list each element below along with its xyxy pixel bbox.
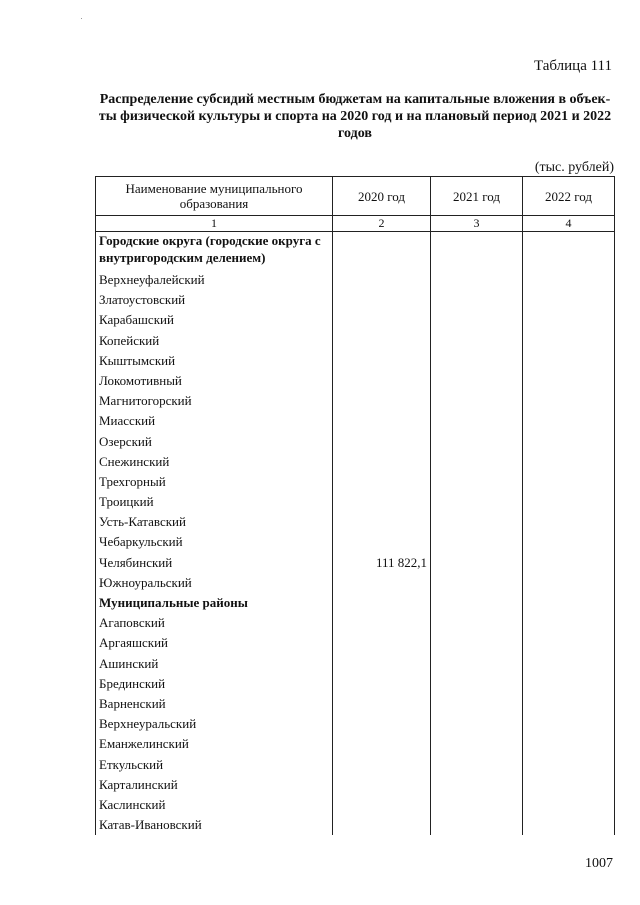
value-2020-cell: [333, 654, 431, 674]
value-2021-cell: [431, 432, 523, 452]
section-row: [96, 232, 615, 271]
table-header-row: [96, 177, 615, 216]
table-row: [96, 512, 615, 532]
table-row: [96, 331, 615, 351]
value-2021-cell: [431, 351, 523, 371]
value-2021-cell: [431, 532, 523, 552]
column-number: 2: [333, 216, 431, 232]
value-2021-cell: [431, 593, 523, 613]
value-2020-cell: 111 822,1: [333, 553, 431, 573]
value-2022-cell: [523, 331, 615, 351]
municipality-name-cell: Южноуральский: [96, 573, 333, 593]
value-2021-cell: [431, 391, 523, 411]
table-row: [96, 573, 615, 593]
municipality-name-cell: Аргаяшский: [96, 633, 333, 653]
value-2021-cell: [431, 553, 523, 573]
value-2020-cell: [333, 714, 431, 734]
subsidy-table: [95, 176, 615, 835]
value-2020-cell: [333, 351, 431, 371]
table-row: [96, 310, 615, 330]
municipality-name-cell: Ашинский: [96, 654, 333, 674]
value-2020-cell: [333, 573, 431, 593]
municipality-name-cell: Городские округа (городские округа с внутригородским делением): [96, 232, 333, 271]
value-2021-cell: [431, 331, 523, 351]
table-row: [96, 755, 615, 775]
value-2022-cell: [523, 815, 615, 835]
municipality-name-cell: Кыштымский: [96, 351, 333, 371]
table-row: [96, 694, 615, 714]
value-2022-cell: [523, 654, 615, 674]
value-2022-cell: [523, 734, 615, 754]
municipality-name-cell: Трехгорный: [96, 472, 333, 492]
table-row: [96, 411, 615, 431]
municipality-name-cell: Агаповский: [96, 613, 333, 633]
value-2022-cell: [523, 775, 615, 795]
table-row: [96, 432, 615, 452]
column-number: 3: [431, 216, 523, 232]
table-row: [96, 351, 615, 371]
value-2021-cell: [431, 371, 523, 391]
value-2022-cell: [523, 512, 615, 532]
value-2020-cell: [333, 633, 431, 653]
value-2021-cell: [431, 815, 523, 835]
value-2021-cell: [431, 310, 523, 330]
table-row: [96, 452, 615, 472]
page-number: 1007: [585, 856, 613, 871]
value-2020-cell: [333, 815, 431, 835]
value-2020-cell: [333, 795, 431, 815]
units-label: (тыс. рублей): [534, 160, 614, 175]
value-2021-cell: [431, 795, 523, 815]
municipality-name-cell: Муниципальные районы: [96, 593, 333, 613]
table-row: [96, 633, 615, 653]
municipality-name-cell: Брединский: [96, 674, 333, 694]
value-2022-cell: [523, 694, 615, 714]
table-number: Таблица 111: [533, 58, 612, 74]
table-row: [96, 472, 615, 492]
column-number-row: [96, 216, 615, 232]
value-2022-cell: [523, 472, 615, 492]
value-2022-cell: [523, 795, 615, 815]
table-row: [96, 815, 615, 835]
municipality-name-cell: Катав-Ивановский: [96, 815, 333, 835]
municipality-name-cell: Верхнеуфалейский: [96, 270, 333, 290]
municipality-name-cell: Усть-Катавский: [96, 512, 333, 532]
table-row: [96, 674, 615, 694]
value-2021-cell: [431, 290, 523, 310]
value-2021-cell: [431, 654, 523, 674]
value-2020-cell: [333, 532, 431, 552]
table-row: [96, 371, 615, 391]
municipality-name-cell: Карабашский: [96, 310, 333, 330]
municipality-name-cell: Миасский: [96, 411, 333, 431]
value-2020-cell: [333, 492, 431, 512]
column-number: 1: [96, 216, 333, 232]
value-2022-cell: [523, 573, 615, 593]
value-2021-cell: [431, 755, 523, 775]
table-row: [96, 492, 615, 512]
value-2020-cell: [333, 775, 431, 795]
value-2022-cell: [523, 290, 615, 310]
value-2020-cell: [333, 391, 431, 411]
value-2021-cell: [431, 694, 523, 714]
municipality-name-cell: Магнитогорский: [96, 391, 333, 411]
value-2022-cell: [523, 492, 615, 512]
value-2022-cell: [523, 270, 615, 290]
table-row: [96, 391, 615, 411]
value-2020-cell: [333, 755, 431, 775]
column-number: 4: [523, 216, 615, 232]
value-2022-cell: [523, 613, 615, 633]
value-2022-cell: [523, 553, 615, 573]
table-body: [96, 232, 615, 836]
value-2020-cell: [333, 694, 431, 714]
value-2020-cell: [333, 270, 431, 290]
column-header-2021: 2021 год: [431, 177, 523, 216]
municipality-name-cell: Копейский: [96, 331, 333, 351]
value-2020-cell: [333, 472, 431, 492]
scan-artifact: [81, 18, 82, 19]
value-2021-cell: [431, 512, 523, 532]
value-2022-cell: [523, 593, 615, 613]
value-2022-cell: [523, 532, 615, 552]
municipality-name-cell: Варненский: [96, 694, 333, 714]
value-2022-cell: [523, 310, 615, 330]
value-2021-cell: [431, 714, 523, 734]
value-2020-cell: [333, 674, 431, 694]
value-2021-cell: [431, 232, 523, 271]
value-2022-cell: [523, 391, 615, 411]
municipality-name-cell: Чебаркульский: [96, 532, 333, 552]
municipality-name-cell: Златоустовский: [96, 290, 333, 310]
value-2021-cell: [431, 734, 523, 754]
value-2021-cell: [431, 472, 523, 492]
value-2020-cell: [333, 331, 431, 351]
document-title: Распределение субсидий местным бюджетам на капитальные вложения в объек-ты физической культуры и спорта на 2020 год и на плановый период 2021 и 2022 годов: [98, 92, 612, 141]
value-2020-cell: [333, 593, 431, 613]
table-row: [96, 654, 615, 674]
municipality-name-cell: Еткульский: [96, 755, 333, 775]
value-2021-cell: [431, 674, 523, 694]
value-2020-cell: [333, 734, 431, 754]
table-row: [96, 290, 615, 310]
value-2022-cell: [523, 351, 615, 371]
municipality-name-cell: Снежинский: [96, 452, 333, 472]
column-header-2022: 2022 год: [523, 177, 615, 216]
value-2021-cell: [431, 270, 523, 290]
municipality-name-cell: Троицкий: [96, 492, 333, 512]
section-row: [96, 593, 615, 613]
value-2021-cell: [431, 633, 523, 653]
table-row: [96, 734, 615, 754]
value-2020-cell: [333, 432, 431, 452]
municipality-name-cell: Локомотивный: [96, 371, 333, 391]
value-2020-cell: [333, 232, 431, 271]
value-2022-cell: [523, 674, 615, 694]
value-2022-cell: [523, 371, 615, 391]
table-row: [96, 613, 615, 633]
table-row: [96, 532, 615, 552]
table-row: [96, 270, 615, 290]
table-row: [96, 775, 615, 795]
municipality-name-cell: Челябинский: [96, 553, 333, 573]
table-row: [96, 714, 615, 734]
value-2022-cell: [523, 755, 615, 775]
value-2020-cell: [333, 512, 431, 532]
municipality-name-cell: Еманжелинский: [96, 734, 333, 754]
value-2020-cell: [333, 310, 431, 330]
value-2020-cell: [333, 613, 431, 633]
value-2022-cell: [523, 432, 615, 452]
column-header-2020: 2020 год: [333, 177, 431, 216]
value-2022-cell: [523, 452, 615, 472]
value-2022-cell: [523, 633, 615, 653]
value-2021-cell: [431, 775, 523, 795]
column-header-name: Наименование муниципального образования: [96, 177, 333, 216]
value-2020-cell: [333, 411, 431, 431]
municipality-name-cell: Верхнеуральский: [96, 714, 333, 734]
value-2022-cell: [523, 411, 615, 431]
value-2022-cell: [523, 714, 615, 734]
table-row: [96, 795, 615, 815]
municipality-name-cell: Карталинский: [96, 775, 333, 795]
value-2021-cell: [431, 452, 523, 472]
value-2021-cell: [431, 411, 523, 431]
value-2021-cell: [431, 573, 523, 593]
value-2022-cell: [523, 232, 615, 271]
value-2021-cell: [431, 613, 523, 633]
table-row: [96, 553, 615, 573]
value-2021-cell: [431, 492, 523, 512]
value-2020-cell: [333, 290, 431, 310]
value-2020-cell: [333, 452, 431, 472]
value-2020-cell: [333, 371, 431, 391]
municipality-name-cell: Каслинский: [96, 795, 333, 815]
municipality-name-cell: Озерский: [96, 432, 333, 452]
